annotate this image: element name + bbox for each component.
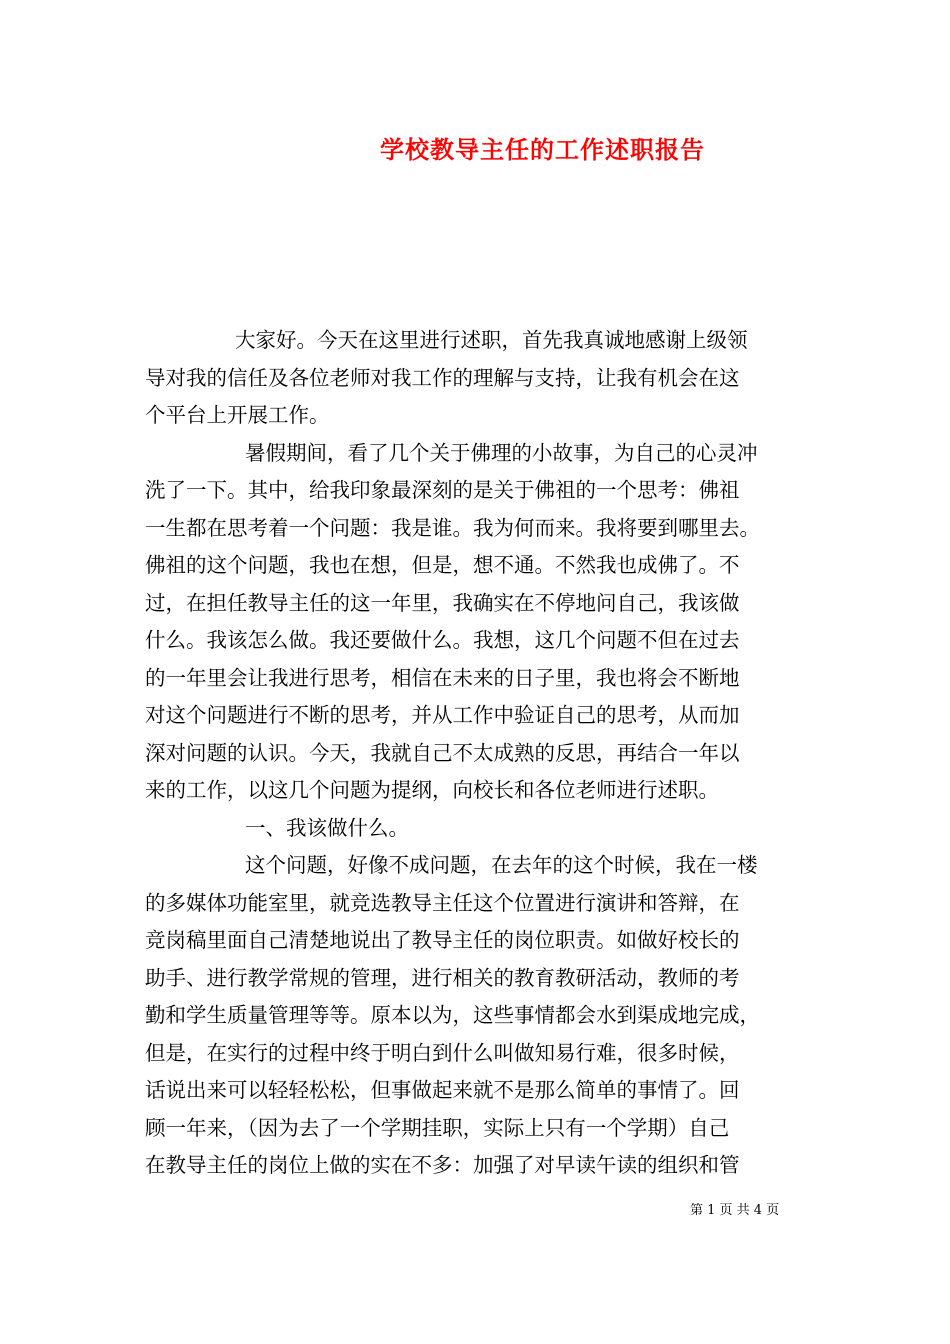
page-number-footer: 第 1 页 共 4 页 — [690, 1203, 780, 1218]
paragraph-line: 暑假期间，看了几个关于佛理的小故事，为自己的心灵冲 — [245, 440, 758, 465]
paragraph-line: 在教导主任的岗位上做的实在不多：加强了对早读午读的组织和管 — [145, 1153, 740, 1177]
section-heading: 一、我该做什么。 — [245, 815, 409, 840]
paragraph-line: 勤和学生质量管理等等。原本以为，这些事情都会水到渠成地完成， — [145, 1003, 760, 1027]
paragraph-line: 个平台上开展工作。 — [145, 403, 330, 427]
paragraph-line: 的一年里会让我进行思考，相信在未来的日子里，我也将会不断地 — [145, 665, 740, 690]
paragraph-line: 深对问题的认识。今天，我就自己不太成熟的反思，再结合一年以 — [145, 740, 740, 765]
paragraph-line: 一生都在思考着一个问题：我是谁。我为何而来。我将要到哪里去。 — [145, 515, 760, 540]
paragraph-line: 但是，在实行的过程中终于明白到什么叫做知易行难，很多时候， — [145, 1040, 740, 1065]
paragraph-line: 这个问题，好像不成问题，在去年的这个时候，我在一楼 — [245, 853, 758, 877]
paragraph-line: 导对我的信任及各位老师对我工作的理解与支持，让我有机会在这 — [145, 365, 740, 390]
paragraph-line: 的多媒体功能室里，就竞选教导主任这个位置进行演讲和答辩，在 — [145, 890, 740, 915]
paragraph-line: 话说出来可以轻轻松松，但事做起来就不是那么简单的事情了。回 — [145, 1078, 740, 1102]
paragraph-line: 过，在担任教导主任的这一年里，我确实在不停地问自己，我该做 — [145, 590, 740, 615]
paragraph-line: 洗了一下。其中，给我印象最深刻的是关于佛祖的一个思考：佛祖 — [145, 478, 740, 502]
paragraph-line: 大家好。今天在这里进行述职，首先我真诚地感谢上级领 — [235, 328, 748, 352]
paragraph-line: 助手、进行教学常规的管理，进行相关的教育教研活动，教师的考 — [145, 965, 740, 990]
document-title: 学校教导主任的工作述职报告 — [380, 135, 705, 164]
paragraph-line: 对这个问题进行不断的思考，并从工作中验证自己的思考，从而加 — [145, 703, 740, 727]
paragraph-line: 顾一年来，（因为去了一个学期挂职，实际上只有一个学期）自己 — [145, 1115, 730, 1140]
paragraph-line: 佛祖的这个问题，我也在想，但是，想不通。不然我也成佛了。不 — [145, 553, 740, 577]
paragraph-line: 来的工作，以这几个问题为提纲，向校长和各位老师进行述职。 — [145, 778, 719, 802]
paragraph-line: 什么。我该怎么做。我还要做什么。我想，这几个问题不但在过去 — [145, 628, 740, 652]
paragraph-line: 竞岗稿里面自己清楚地说出了教导主任的岗位职责。如做好校长的 — [145, 928, 740, 952]
document-body — [145, 322, 815, 1185]
